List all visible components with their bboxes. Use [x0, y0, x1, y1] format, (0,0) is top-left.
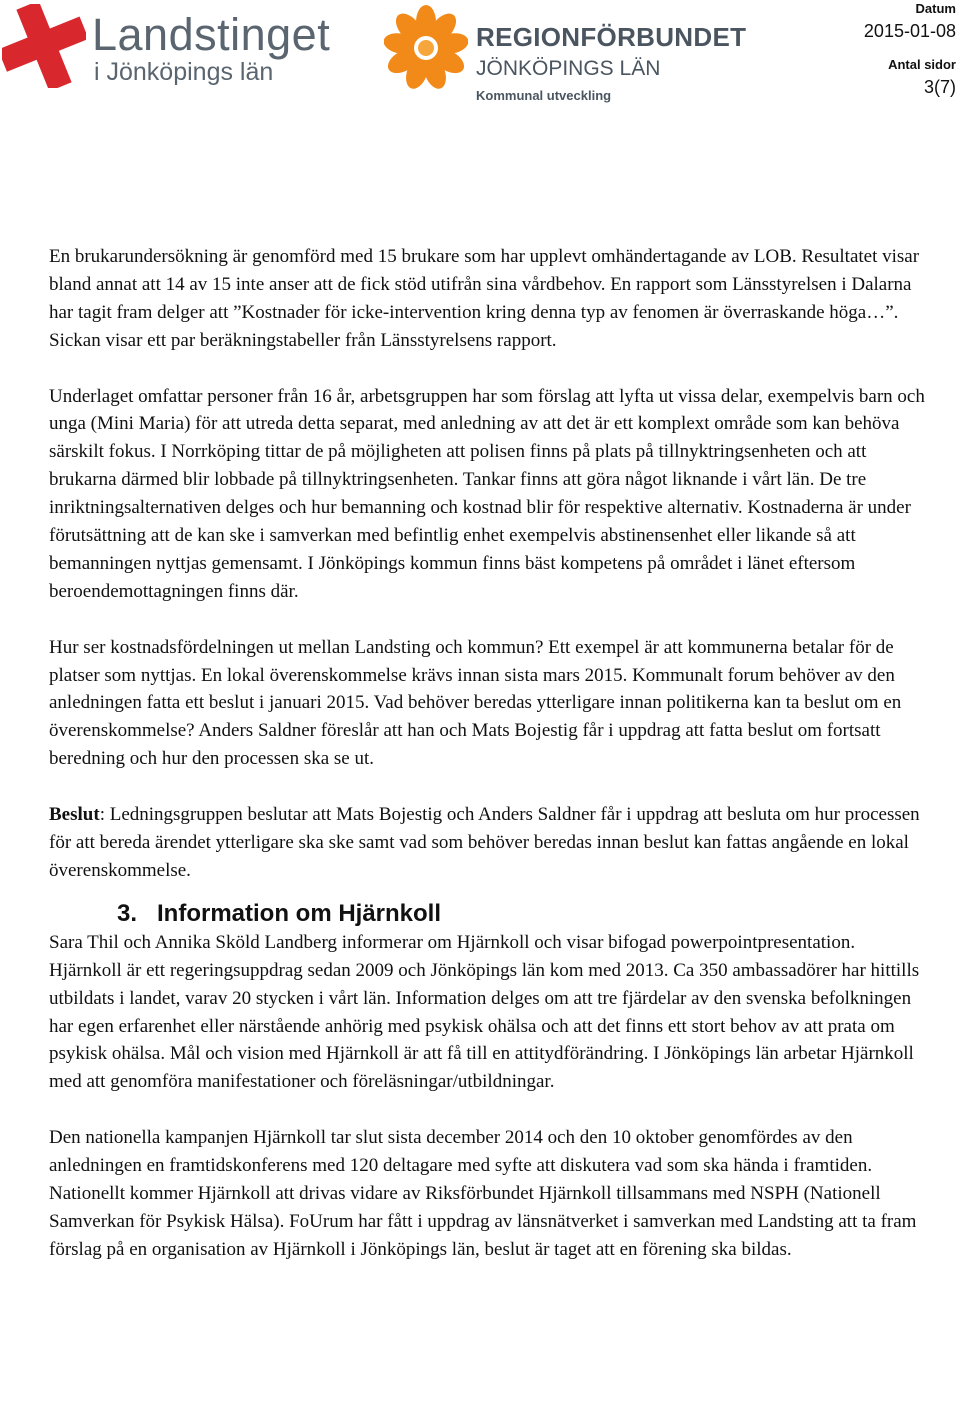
- pages-label: Antal sidor: [888, 57, 956, 72]
- landstinget-logo-sub: i Jönköpings län: [94, 58, 274, 86]
- section-heading: [117, 899, 929, 929]
- regionforbundet-logo: [384, 4, 747, 104]
- decision-label: Beslut: [49, 804, 100, 826]
- document-meta: [864, 0, 956, 100]
- paragraph-hjarnkoll-info: Sara Thil och Annika Sköld Landberg informerar om Hjärnkoll och visar bifogad powerpointpresentation. Hjärnkoll är ett regeringsuppdrag sedan 2009 och Jönköpings län kom med 2013. Ca 350 ambassadörer har hittills utbildats i landet, varav 20 stycken i vårt län. Information delges om att tre fjärdelar av den svenska befolkningen har egen erfarenhet eller närstående anhörig med psykisk ohälsa och att det finns ett stort behov av att prata om psykisk ohälsa. Mål och vision med Hjärnkoll är att få till en attitydförändring. I Jönköpings län arbetar Hjärnkoll med att genomföra manifestationer och föreläsningar/utbildningar.: [49, 931, 920, 1093]
- regionforbundet-logo-name: REGIONFÖRBUNDET: [476, 22, 747, 52]
- page-header: [0, 0, 960, 110]
- red-cross-logo-icon: [2, 4, 86, 88]
- landstinget-logo-name: Landstinget: [92, 9, 331, 60]
- section-title: Information om Hjärnkoll: [157, 899, 442, 927]
- pages-value: 3(7): [923, 77, 956, 97]
- document-body: [49, 243, 929, 1292]
- section-number: 3.: [117, 899, 138, 927]
- paragraph-cost-distribution: Hur ser kostnadsfördelningen ut mellan Landsting och kommun? Ett exempel är att kommunerna betalar för de platser som nyttjas. En lokal överenskommelse krävs innan sista mars 2015. Kommunalt forum behöver av den anledningen fatta ett beslut i januari 2015. Vad behöver beredas ytterligare innan politikerna kan ta beslut om en överenskommelse? Anders Saldner föreslår att han och Mats Bojestig får i uppdrag att fatta beslut om fortsatt beredning och hur den processen ska se ut.: [49, 636, 902, 770]
- paragraph-hjarnkoll-campaign: Den nationella kampanjen Hjärnkoll tar slut sista december 2014 och den 10 oktober genomfördes av den anledningen en framtidskonferens med 120 deltagare med syfte att diskutera vad som ska hända i framtiden. Nationellt kommer Hjärnkoll att drivas vidare av Riksförbundet Hjärnkoll tillsammans med NSPH (Nationell Samverkan för Psykisk Hälsa). FoUrum har fått i uppdrag av länsnätverket i samverkan med Landsting att ta fram förslag på en organisation av Hjärnkoll i Jönköpings län, beslut är taget att en förening ska bildas.: [49, 1127, 917, 1260]
- paragraph-lob-survey: En brukarundersökning är genomförd med 15 brukare som har upplevt omhändertagande av LOB. Resultatet visar bland annat att 14 av 15 inte anser att de fick stöd utifrån sina vårdbehov. En rapport som Länsstyrelsen i Dalarna har tagit fram delger att ”Kostnader för icke-intervention kring denna typ av fenomen är överraskande höga…”. Sickan visar ett par beräkningstabeller från Länsstyrelsens rapport.: [49, 246, 920, 351]
- orange-flower-logo-icon: [384, 4, 468, 92]
- regionforbundet-logo-sub: JÖNKÖPINGS LÄN: [476, 57, 661, 80]
- decision-text: : Ledningsgruppen beslutar att Mats Bojestig och Anders Saldner får i uppdrag att besluta om hur processen för att bereda ärendet ytterligare ska ske samt vad som behöver beredas innan beslut kan fattas angående en lokal överenskommelse.: [49, 804, 920, 881]
- paragraph-decision: [49, 801, 929, 885]
- regionforbundet-logo-tag: Kommunal utveckling: [476, 88, 612, 103]
- date-value: 2015-01-08: [863, 21, 956, 41]
- paragraph-underlaget: Underlaget omfattar personer från 16 år, arbetsgruppen har som förslag att lyfta ut vissa delar, exempelvis barn och unga (Mini Maria) för att utreda detta separat, med anledning av att det är ett komplext område som kan behöva särskilt fokus. I Norrköping tittar de på möjligheten att polisen finns på plats på tillnyktringsenheten och att brukarna därmed blir lobbade på tillnyktringsenheten. Tankar finns att göra något liknande i vårt län. De tre inriktningsalternativen delges och hur bemanning och kostnad blir för respektive alternativ. Kostnaderna är under förutsättning att de kan ske i samverkan med befintlig enhet exempelvis abstinensenhet eller likande så att bemanningen nyttjas gemensamt. I Jönköpings kommun finns bäst kompetens på området i länet eftersom beroendemottagningen finns där.: [49, 385, 925, 602]
- date-label: Datum: [915, 1, 956, 16]
- landstinget-logo: [2, 4, 372, 94]
